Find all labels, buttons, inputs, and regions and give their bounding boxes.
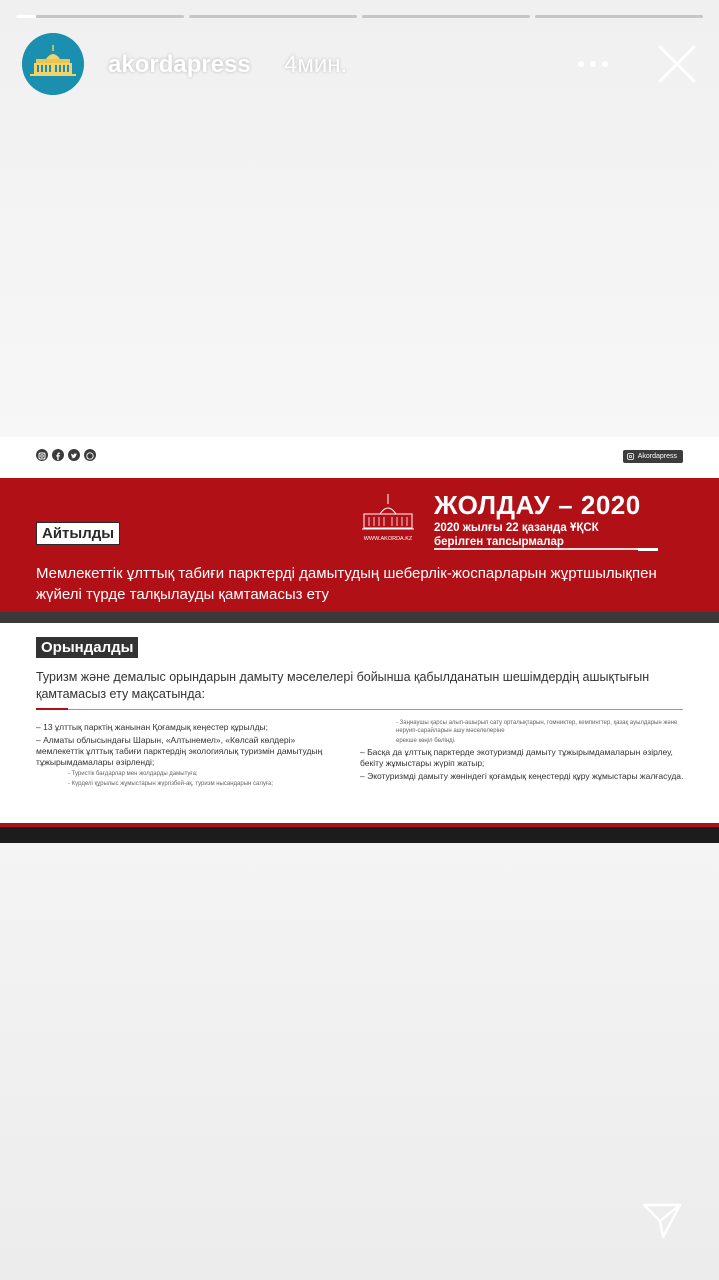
social-icons — [36, 449, 96, 461]
post-time: 4мин. — [284, 51, 348, 78]
oryndaldy-badge: Орындалды — [36, 637, 138, 658]
progress-segment-2 — [189, 15, 357, 18]
zholdau-underline-accent — [638, 548, 658, 551]
list-item: – Алматы облысындағы Шарын, «Алтынемел», «Көлсай көлдері» мемлекеттік ұлттық табиғи парктердің экологиялық туризмін дамытудың тұжырымдамалары әзірленді; — [36, 735, 323, 767]
akorda-logo-icon[interactable] — [22, 33, 84, 95]
red-banner — [0, 478, 719, 612]
facebook-icon — [52, 449, 64, 461]
list-subitem: - Заңнаушы қарсы алып-ашырып сату орталықтарын, гомниктер, кемпингтер, қазақ ауылдарын және неруип-сарайларын ашу мәселелеріне — [396, 720, 678, 734]
list-subitem: - Күрделі құрылыс жұмыстарын жүргізбей-ақ, туризм нысандарын салуға; — [68, 781, 274, 787]
instagram-icon — [36, 449, 48, 461]
send-paper-plane-icon[interactable] — [641, 1200, 683, 1242]
list-item: – Басқа да ұлттық парктерде экотуризмді дамыту тұжырымдамаларын әзірлеу, бекіту жұмыстары жүріп жатыр; — [360, 747, 673, 768]
more-dots-icon[interactable] — [575, 52, 611, 76]
instagram-handle-badge — [623, 450, 683, 463]
bottom-dark-strip — [0, 827, 719, 843]
list-subitem: - Туристік бағдарлар мен жолдарды дамытуға; — [68, 771, 198, 777]
section-redline — [36, 708, 68, 710]
zholdau-subtitle-line-1: 2020 жылғы 22 қазанда ҰҚСК — [434, 522, 599, 534]
left-column — [36, 722, 336, 790]
aitildy-badge: Айтылды — [36, 522, 120, 545]
whatsapp-icon — [84, 449, 96, 461]
logo-caption: WWW.AKORDA.KZ — [363, 536, 413, 542]
zholdau-subtitle-line-2: берілген тапсырмалар — [434, 536, 564, 548]
story-slide-image — [0, 437, 719, 843]
twitter-icon — [68, 449, 80, 461]
list-item: – Экотуризмді дамыту жөніндегі қоғамдық кеңестерді құру жұмыстары жалғасуда. — [360, 771, 684, 781]
list-subitem: ерекше көңіл бөлінді. — [396, 738, 456, 744]
section-greyline — [68, 709, 683, 710]
progress-segment-1 — [16, 15, 184, 18]
akorda-building-icon — [360, 488, 416, 544]
aitildy-statement: Мемлекеттік ұлттық табиғи парктерді дамытудың шеберлік-жоспарларын жұртшылықпен жүйелі түрде талқылауды қамтамасыз ету — [36, 565, 657, 603]
username[interactable]: akordapress — [108, 51, 251, 78]
zholdau-title: ЖОЛДАУ – 2020 — [434, 490, 641, 520]
progress-segment-3 — [362, 15, 530, 18]
list-item: – 13 ұлттық парктің жанынан Қоғамдық кеңестер құрылды; — [36, 722, 269, 732]
zholdau-underline — [434, 548, 658, 550]
close-icon[interactable] — [657, 44, 697, 84]
story-progress — [16, 15, 703, 18]
story-header — [22, 33, 697, 95]
instagram-icon — [627, 453, 634, 460]
zholdau-subtitle — [434, 521, 674, 549]
goal-text: Туризм және демалыс орындарын дамыту мәселелері бойынша қабылданатын шешімдердің ашықтығын қамтамасыз ету мақсатында: — [36, 670, 650, 701]
progress-segment-4 — [535, 15, 703, 18]
right-column — [360, 719, 690, 784]
divider-strip — [0, 612, 719, 623]
handle-text: Akordapress — [637, 453, 677, 460]
